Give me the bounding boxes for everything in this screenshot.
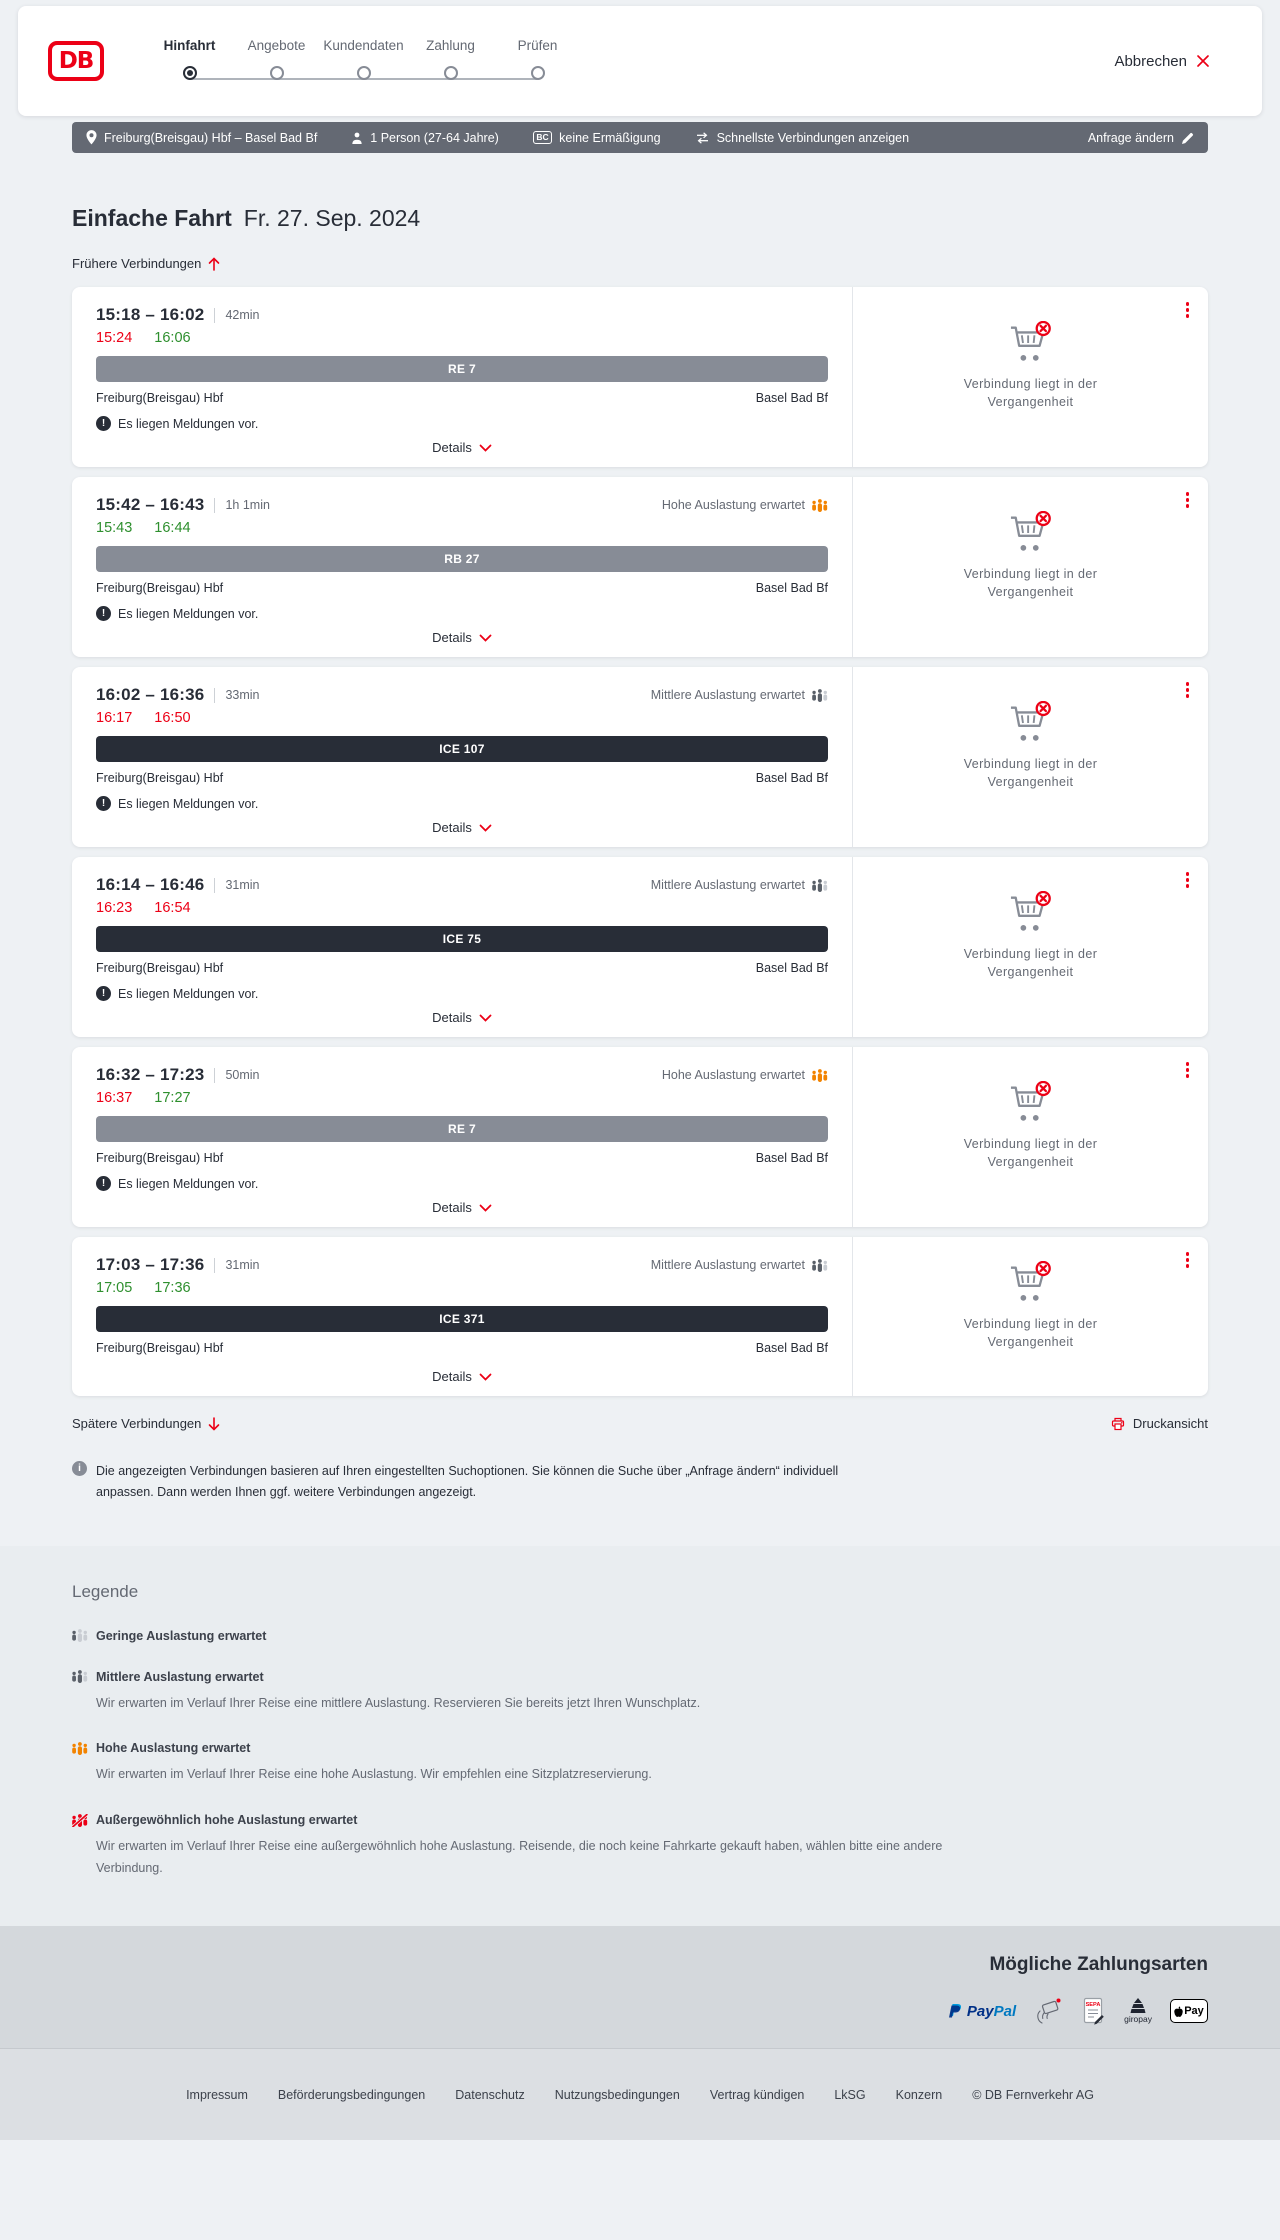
cart-unavailable-icon <box>1008 1261 1054 1303</box>
duration: 31min <box>225 1258 260 1272</box>
actual-times <box>96 710 828 726</box>
step-dot[interactable] <box>531 66 545 80</box>
connection-main <box>72 667 852 847</box>
step-pruefen[interactable]: Prüfen <box>494 38 581 80</box>
occupancy-indicator: Hohe Auslastung erwartet <box>662 498 828 512</box>
connection-main <box>72 287 852 467</box>
progress-steps <box>146 38 581 80</box>
apple-pay-icon: Pay <box>1170 1999 1208 2023</box>
train-bar <box>96 736 828 762</box>
train-label: RB 27 <box>444 552 480 566</box>
legend-item-low: Geringe Auslastung erwartet <box>72 1629 1208 1643</box>
sepa-mandate-icon <box>1082 1997 1106 2025</box>
earlier-connections-link[interactable]: Frühere Verbindungen <box>72 256 220 271</box>
connection-card <box>72 477 1208 657</box>
occupancy-icon <box>812 1069 828 1082</box>
train-label: ICE 107 <box>439 742 485 756</box>
person-icon <box>351 132 363 144</box>
duration: 31min <box>225 878 260 892</box>
chevron-down-icon <box>479 444 492 452</box>
planned-times: 16:14 – 16:46 <box>96 875 205 894</box>
step-dot[interactable] <box>183 66 197 80</box>
actual-arrival: 16:54 <box>154 900 191 916</box>
footer-link-konzern[interactable]: Konzern <box>895 2087 943 2102</box>
occupancy-indicator: Mittlere Auslastung erwartet <box>651 688 828 702</box>
past-connection-note: Verbindung liegt in der Vergangenheit <box>963 1137 1098 1170</box>
discount-chip: BC keine Ermäßigung <box>533 131 661 145</box>
step-kundendaten[interactable]: Kundendaten <box>320 38 407 80</box>
planned-times: 17:03 – 17:36 <box>96 1255 205 1274</box>
legend-section <box>0 1546 1280 1927</box>
kebab-menu-button[interactable] <box>1183 299 1193 321</box>
actual-departure: 17:05 <box>96 1280 133 1296</box>
header <box>18 6 1262 116</box>
step-dot[interactable] <box>270 66 284 80</box>
connection-status-panel <box>852 287 1208 467</box>
legend-item-exceptional: Außergewöhnlich hohe Auslastung erwartet Wir erwarten im Verlauf Ihrer Reise eine außergewöhnlich hohe Auslastung. Reisende, die noch keine Fahrkarte gekauft haben, wählen bitte eine andere Verbindung. <box>72 1813 1208 1880</box>
step-zahlung[interactable]: Zahlung <box>407 38 494 80</box>
alert-icon: ! <box>96 416 111 431</box>
divider <box>214 308 215 323</box>
actual-arrival: 16:06 <box>154 330 191 346</box>
actual-times <box>96 520 828 536</box>
credit-card-hand-icon <box>1034 1997 1064 2025</box>
details-button[interactable]: Details <box>96 820 828 835</box>
bahncard-icon: BC <box>533 131 552 144</box>
connection-card <box>72 857 1208 1037</box>
occupancy-indicator: Hohe Auslastung erwartet <box>662 1068 828 1082</box>
apple-logo-icon <box>1174 2006 1183 2017</box>
db-logo[interactable]: DB <box>48 41 104 81</box>
actual-times <box>96 1280 828 1296</box>
footer-link-lksg[interactable]: LkSG <box>834 2087 866 2102</box>
train-label: ICE 371 <box>439 1312 485 1326</box>
step-dot[interactable] <box>357 66 371 80</box>
occupancy-medium-icon <box>72 1670 88 1683</box>
past-connection-note: Verbindung liegt in der Vergangenheit <box>963 1317 1098 1350</box>
page-title <box>72 205 1208 232</box>
origin-station: Freiburg(Breisgau) Hbf <box>96 581 224 595</box>
kebab-menu-button[interactable] <box>1183 1249 1193 1271</box>
occupancy-indicator: Mittlere Auslastung erwartet <box>651 878 828 892</box>
origin-station: Freiburg(Breisgau) Hbf <box>96 391 224 405</box>
details-button[interactable]: Details <box>96 1200 828 1215</box>
divider <box>214 498 215 513</box>
chevron-down-icon <box>479 634 492 642</box>
step-hinfahrt[interactable]: Hinfahrt <box>146 38 233 80</box>
results-page <box>72 205 1208 1504</box>
train-label: ICE 75 <box>442 932 482 946</box>
journey-type-title: Einfache Fahrt <box>72 205 232 231</box>
messages-row: ! Es liegen Meldungen vor. <box>96 986 828 1001</box>
footer <box>0 2048 1280 2140</box>
arrow-up-icon <box>208 257 220 271</box>
connection-main <box>72 1047 852 1227</box>
legend-item-medium: Mittlere Auslastung erwartet Wir erwarten im Verlauf Ihrer Reise eine mittlere Auslastung. Reservieren Sie bereits jetzt Ihren Wunschplatz. <box>72 1670 1208 1715</box>
details-button[interactable]: Details <box>96 1010 828 1025</box>
messages-row: ! Es liegen Meldungen vor. <box>96 1176 828 1191</box>
connection-card <box>72 1237 1208 1396</box>
messages-row: ! Es liegen Meldungen vor. <box>96 606 828 621</box>
connection-card <box>72 1047 1208 1227</box>
actual-times <box>96 330 828 346</box>
planned-times: 16:02 – 16:36 <box>96 685 205 704</box>
train-bar <box>96 1116 828 1142</box>
footer-link-datenschutz[interactable]: Datenschutz <box>455 2087 525 2102</box>
train-bar <box>96 356 828 382</box>
divider <box>214 1258 215 1273</box>
edit-request-button[interactable]: Anfrage ändern <box>1088 131 1194 145</box>
arrow-down-icon <box>208 1417 220 1431</box>
payment-icons <box>949 1996 1208 2026</box>
info-icon: i <box>72 1461 87 1476</box>
step-angebote[interactable]: Angebote <box>233 38 320 80</box>
destination-station: Basel Bad Bf <box>755 391 828 405</box>
giropay-icon: giropay <box>1124 1998 1152 2024</box>
paypal-icon: PayPal <box>949 2003 1016 2020</box>
past-connection-note: Verbindung liegt in der Vergangenheit <box>963 757 1098 790</box>
details-button[interactable]: Details <box>96 440 828 455</box>
cart-unavailable-icon <box>1008 701 1054 743</box>
divider <box>214 1068 215 1083</box>
connection-status-panel <box>852 1047 1208 1227</box>
payment-title: Mögliche Zahlungsarten <box>989 1954 1208 1975</box>
cart-unavailable-icon <box>1008 1081 1054 1123</box>
divider <box>214 878 215 893</box>
footer-copyright: © DB Fernverkehr AG <box>972 2087 1094 2102</box>
footer-link-nutzungsbedingungen[interactable]: Nutzungsbedingungen <box>554 2087 680 2102</box>
duration: 50min <box>225 1068 260 1082</box>
alert-icon: ! <box>96 986 111 1001</box>
actual-arrival: 16:44 <box>154 520 191 536</box>
actual-arrival: 17:27 <box>154 1090 191 1106</box>
past-connection-note: Verbindung liegt in der Vergangenheit <box>963 377 1098 410</box>
train-bar <box>96 546 828 572</box>
cancel-button[interactable]: Abbrechen <box>1114 53 1210 70</box>
footer-link-impressum[interactable]: Impressum <box>186 2087 248 2102</box>
svg-text:SEPA: SEPA <box>1085 2002 1101 2008</box>
kebab-menu-button[interactable] <box>1183 679 1193 701</box>
cart-unavailable-icon <box>1008 511 1054 553</box>
alert-icon: ! <box>96 1176 111 1191</box>
connection-status-panel <box>852 1237 1208 1396</box>
kebab-menu-button[interactable] <box>1183 869 1193 891</box>
legend-title: Legende <box>72 1581 139 1601</box>
close-icon <box>1196 54 1210 68</box>
duration: 1h 1min <box>225 498 270 512</box>
train-label: RE 7 <box>448 362 476 376</box>
actual-departure: 16:17 <box>96 710 133 726</box>
connection-main <box>72 857 852 1037</box>
occupancy-low-icon <box>72 1629 88 1642</box>
cart-unavailable-icon <box>1008 321 1054 363</box>
planned-times: 15:42 – 16:43 <box>96 495 205 514</box>
occupancy-icon <box>812 1259 828 1272</box>
chevron-down-icon <box>479 1204 492 1212</box>
legend-item-high: Hohe Auslastung erwartet Wir erwarten im Verlauf Ihrer Reise eine hohe Auslastung. Wir empfehlen eine Sitzplatzreservierung. <box>72 1741 1208 1786</box>
details-button[interactable]: Details <box>96 1369 828 1384</box>
origin-station: Freiburg(Breisgau) Hbf <box>96 1151 224 1165</box>
past-connection-note: Verbindung liegt in der Vergangenheit <box>963 567 1098 600</box>
origin-station: Freiburg(Breisgau) Hbf <box>96 771 224 785</box>
actual-departure: 15:24 <box>96 330 133 346</box>
planned-times: 15:18 – 16:02 <box>96 305 205 324</box>
actual-arrival: 16:50 <box>154 710 191 726</box>
alert-icon: ! <box>96 796 111 811</box>
train-bar <box>96 1306 828 1332</box>
occupancy-high-icon <box>72 1742 88 1755</box>
actual-times <box>96 1090 828 1106</box>
connection-main <box>72 477 852 657</box>
details-button[interactable]: Details <box>96 630 828 645</box>
messages-row: ! Es liegen Meldungen vor. <box>96 796 828 811</box>
payment-section <box>0 1926 1280 2048</box>
route-chip: Freiburg(Breisgau) Hbf – Basel Bad Bf <box>86 130 317 145</box>
duration: 42min <box>225 308 260 322</box>
connection-status-panel <box>852 857 1208 1037</box>
cart-unavailable-icon <box>1008 891 1054 933</box>
footer-link-vertrag-kuendigen[interactable]: Vertrag kündigen <box>709 2087 805 2102</box>
occupancy-exceptional-icon <box>72 1814 88 1827</box>
occupancy-icon <box>812 499 828 512</box>
train-label: RE 7 <box>448 1122 476 1136</box>
destination-station: Basel Bad Bf <box>755 771 828 785</box>
actual-departure: 15:43 <box>96 520 133 536</box>
messages-row: ! Es liegen Meldungen vor. <box>96 416 828 431</box>
printer-icon <box>1111 1417 1125 1431</box>
origin-station: Freiburg(Breisgau) Hbf <box>96 1341 224 1355</box>
connection-status-panel <box>852 667 1208 847</box>
chevron-down-icon <box>479 824 492 832</box>
past-connection-note: Verbindung liegt in der Vergangenheit <box>963 947 1098 980</box>
footer-link-befoerderungsbedingungen[interactable]: Beförderungsbedingungen <box>277 2087 426 2102</box>
occupancy-icon <box>812 879 828 892</box>
pencil-icon <box>1182 132 1194 144</box>
later-connections-link[interactable]: Spätere Verbindungen <box>72 1416 220 1431</box>
connection-list <box>72 287 1208 1396</box>
paypal-monogram-icon <box>949 2003 963 2020</box>
destination-station: Basel Bad Bf <box>755 581 828 595</box>
chevron-down-icon <box>479 1014 492 1022</box>
kebab-menu-button[interactable] <box>1183 489 1193 511</box>
actual-arrival: 17:36 <box>154 1280 191 1296</box>
journey-date: Fr. 27. Sep. 2024 <box>243 205 421 231</box>
search-options-note: i Die angezeigten Verbindungen basieren auf Ihren eingestellten Suchoptionen. Sie können die Suche über „Anfrage ändern“ individuell anpassen. Dann werden Ihnen ggf. weitere Verbindungen angezeigt. <box>72 1461 852 1504</box>
step-dot[interactable] <box>444 66 458 80</box>
kebab-menu-button[interactable] <box>1183 1059 1193 1081</box>
connection-card <box>72 287 1208 467</box>
print-view-button[interactable]: Druckansicht <box>1111 1416 1208 1431</box>
destination-station: Basel Bad Bf <box>755 961 828 975</box>
actual-departure: 16:23 <box>96 900 133 916</box>
actual-times <box>96 900 828 916</box>
fastest-connections-chip: Schnellste Verbindungen anzeigen <box>695 131 910 145</box>
connection-status-panel <box>852 477 1208 657</box>
destination-station: Basel Bad Bf <box>755 1341 828 1355</box>
train-bar <box>96 926 828 952</box>
occupancy-indicator: Mittlere Auslastung erwartet <box>651 1258 828 1272</box>
chevron-down-icon <box>479 1373 492 1381</box>
swap-arrows-icon <box>695 132 710 144</box>
destination-station: Basel Bad Bf <box>755 1151 828 1165</box>
occupancy-icon <box>812 689 828 702</box>
duration: 33min <box>225 688 260 702</box>
origin-station: Freiburg(Breisgau) Hbf <box>96 961 224 975</box>
location-pin-icon <box>86 130 97 145</box>
divider <box>214 688 215 703</box>
alert-icon: ! <box>96 606 111 621</box>
planned-times: 16:32 – 17:23 <box>96 1065 205 1084</box>
connection-main <box>72 1237 852 1396</box>
passenger-chip: 1 Person (27-64 Jahre) <box>351 131 499 145</box>
search-summary-bar <box>72 122 1208 153</box>
actual-departure: 16:37 <box>96 1090 133 1106</box>
connection-card <box>72 667 1208 847</box>
